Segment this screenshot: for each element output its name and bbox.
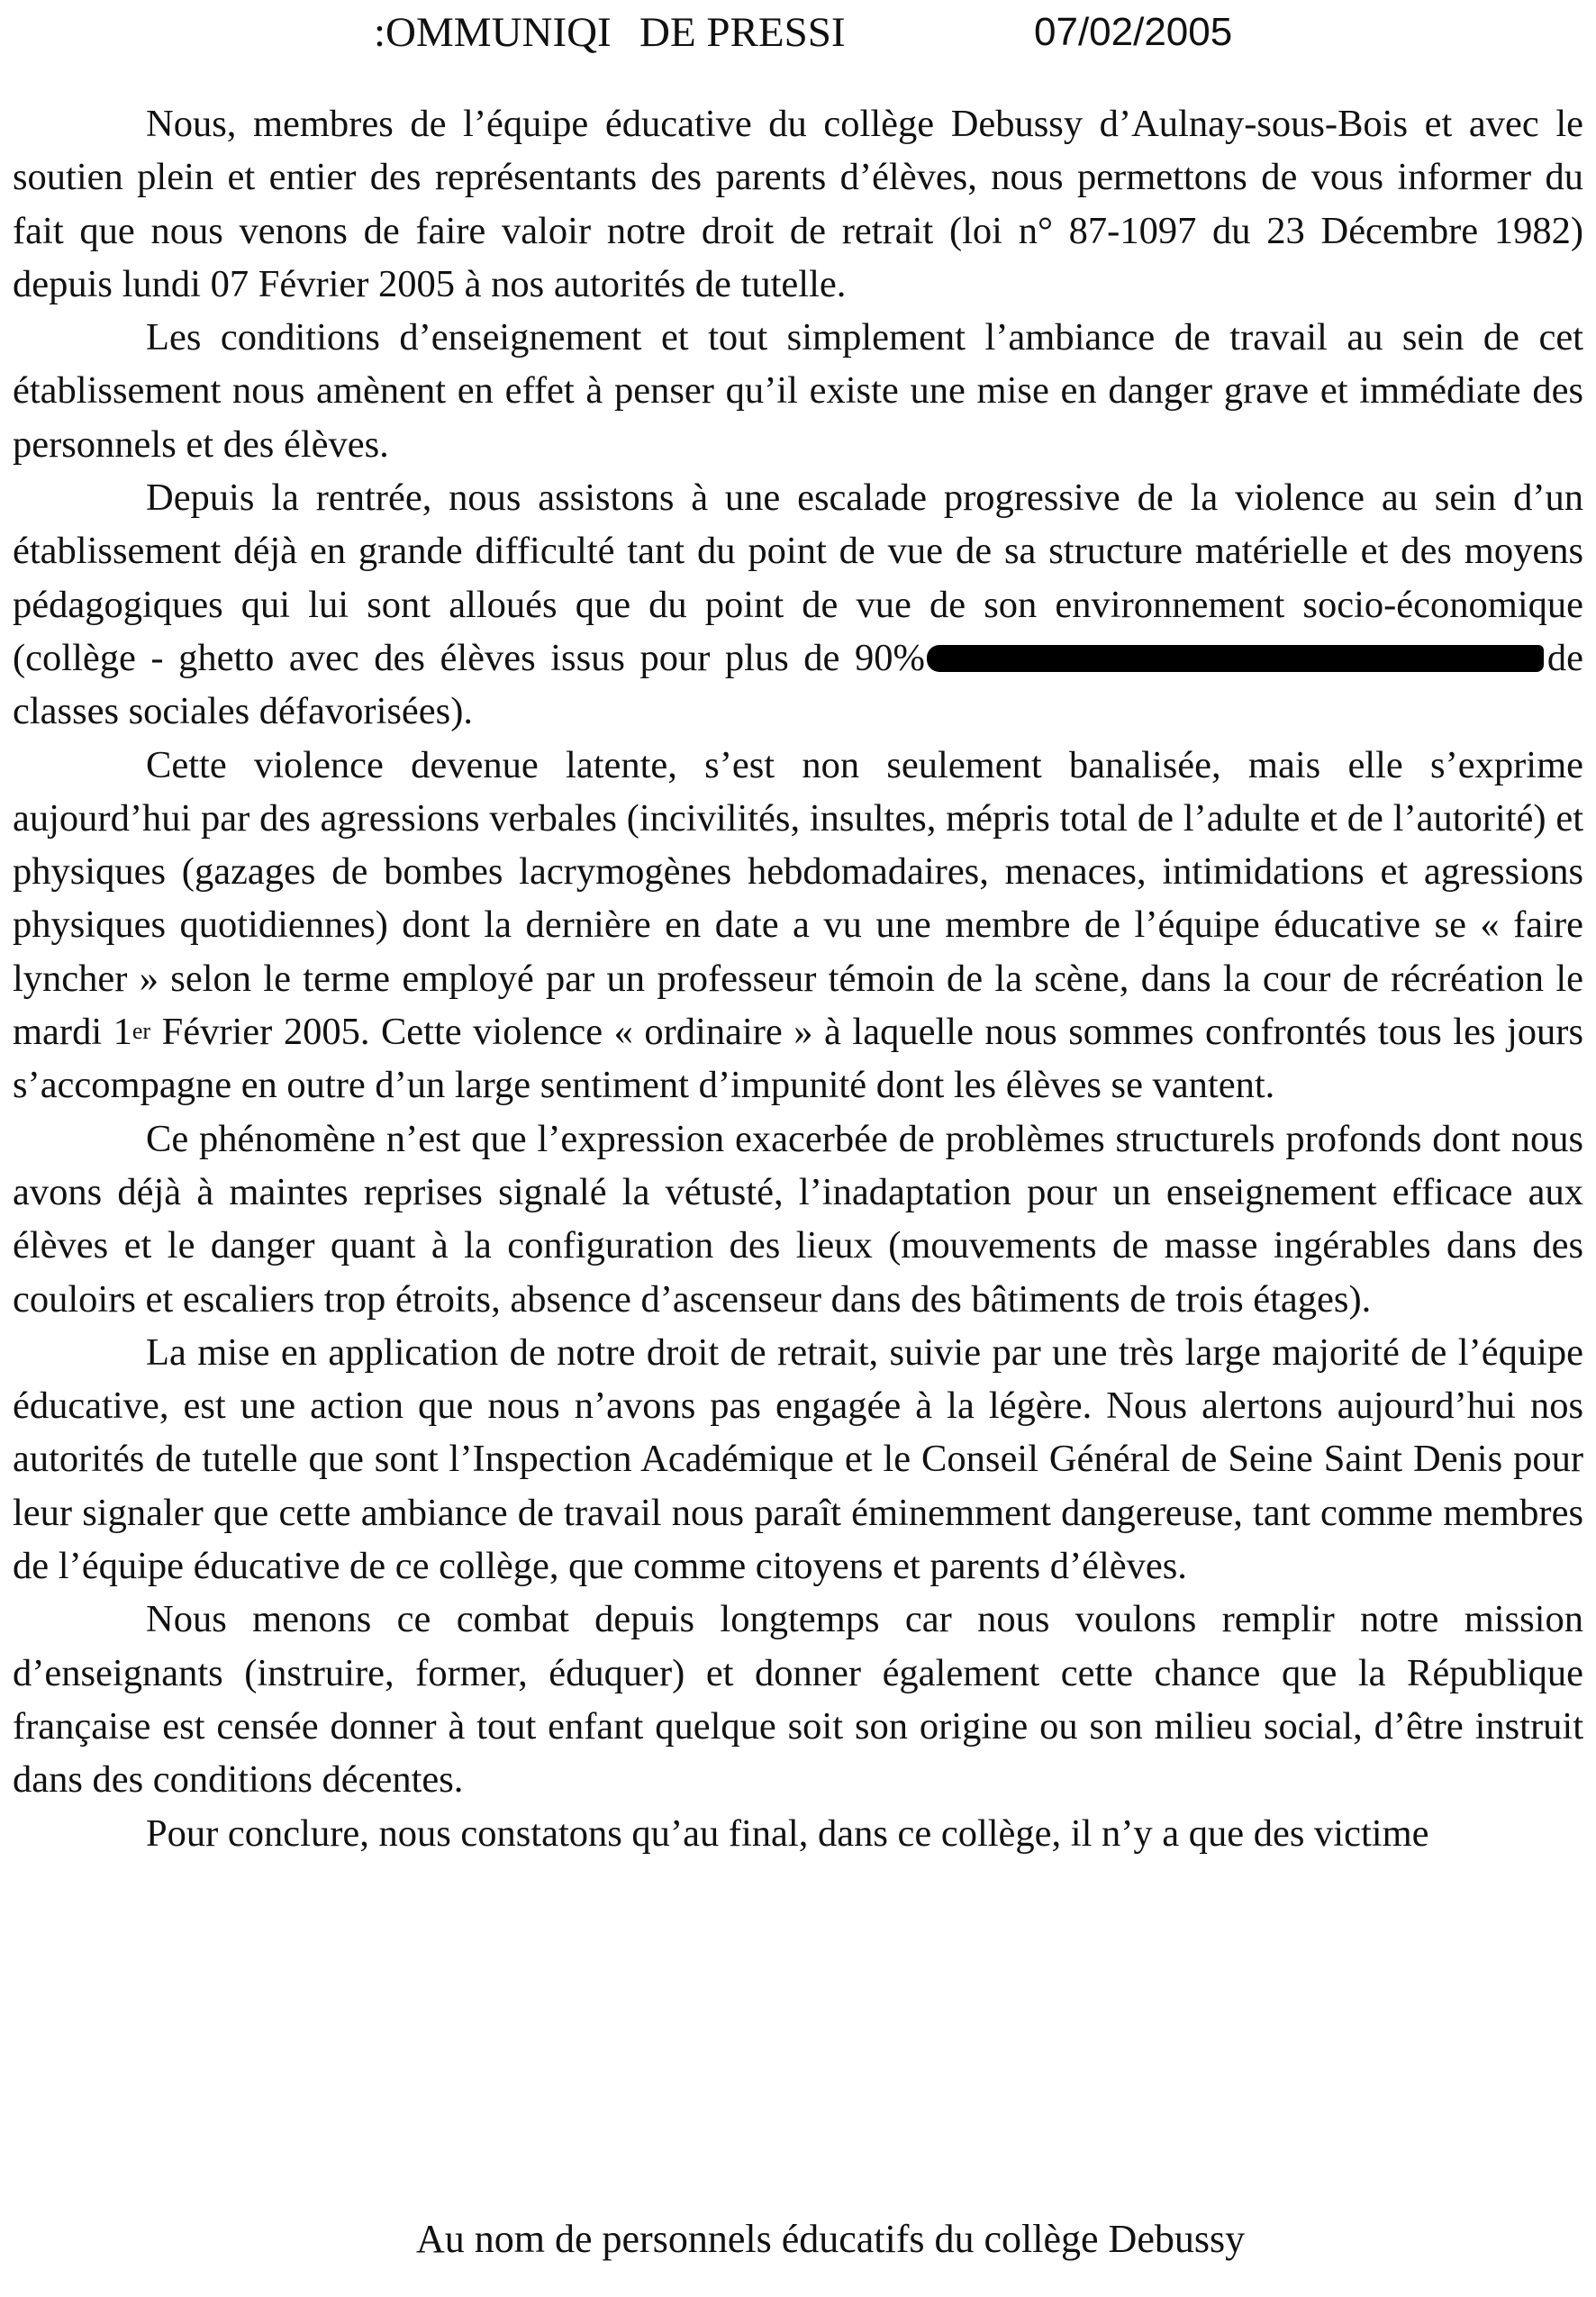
header-title-de-presse: DE PRESSI xyxy=(639,9,846,56)
paragraph-escalade xyxy=(13,471,1583,738)
paragraph-escalade-text: Depuis la rentrée, nous assistons à une escalade progressive de la violence au sein d’un établissement déjà en grande difficulté tant du point de vue de sa structure matérielle et des moyens pédagogiques qui lui sont alloués que du point de vue de son environnement socio-économique (collège - ghetto avec des élèves issus pour plus de 90% xyxy=(13,477,1583,679)
paragraph-escalade-end: de classes sociales défavorisées). xyxy=(13,636,1583,733)
press-release-header xyxy=(374,5,1274,59)
paragraph-violence-text: Cette violence devenue latente, s’est non seulement banalisée, mais elle s’exprime aujourd’hui par des agressions verbales (incivilités, insultes, mépris total de l’adulte et de l’autorité) et physiques (gazages de bombes lacrymogènes hebdomadaires, menaces, intimidations et agressions physiques quotidiennes) dont la dernière en date a vu une membre de l’équipe éducative se « faire lyncher » selon le terme employé par un professeur témoin de la scène, dans la cour de récréation le mardi 1 xyxy=(13,743,1583,1054)
paragraph-phenomene: Ce phénomène n’est que l’expression exacerbée de problèmes structurels profonds dont nous avons déjà à maintes reprises signalé la vétusté, l’inadaptation pour un enseignement efficace aux élèves et le danger quant à la configuration des lieux (mouvements de masse ingérables dans des couloirs et escaliers trop étroits, absence d’ascenseur dans des bâtiments de trois étages). xyxy=(13,1117,1583,1321)
paragraph-conclusion: Pour conclure, nous constatons qu’au final, dans ce collège, il n’y a que des victime xyxy=(146,1811,1429,1855)
paragraph-conditions: Les conditions d’enseignement et tout simplement l’ambiance de travail au sein de cet établissement nous amènent en effet à penser qu’il existe une mise en danger grave et immédiate des personnels et des élèves. xyxy=(13,316,1583,466)
document-body xyxy=(13,97,1583,1860)
paragraph-combat: Nous menons ce combat depuis longtemps car nous voulons remplir notre mission d’enseignants (instruire, former, éduquer) et donner également cette chance que la République française est censée donner à tout enfant quelque soit son origine ou son milieu social, d’être instruit dans des conditions décentes. xyxy=(13,1598,1583,1802)
paragraph-droit-de-retrait: Nous, membres de l’équipe éducative du collège Debussy d’Aulnay-sous-Bois et avec le soutien plein et entier des représentants des parents d’élèves, nous permettons de vous informer du fait que nous venons de faire valoir notre droit de retrait (loi n° 87-1097 du 23 Décembre 1982) depuis lundi 07 Février 2005 à nos autorités de tutelle. xyxy=(13,103,1583,305)
paragraph-violence-end: Février 2005. Cette violence « ordinaire » à laquelle nous sommes confrontés tous les jours s’accompagne en outre d’un large sentiment d’impunité dont les élèves se vantent. xyxy=(13,1011,1583,1107)
paragraph-mise-en-application: La mise en application de notre droit de retrait, suivie par une très large majorité de l’équipe éducative, est une action que nous n’avons pas engagée à la légère. Nous alertons aujourd’hui nos autorités de tutelle que sont l’Inspection Académique et le Conseil Général de Seine Saint Denis pour leur signaler que cette ambiance de travail nous paraît éminemment dangereuse, tant comme membres de l’équipe éducative de ce collège, que comme citoyens et parents d’élèves. xyxy=(13,1330,1583,1588)
paragraph-violence xyxy=(13,739,1583,1112)
signature-line: Au nom de personnels éducatifs du collège Debussy xyxy=(416,2217,1246,2261)
ordinal-superscript: er xyxy=(131,1018,151,1045)
redaction-bar xyxy=(927,645,1544,672)
header-title-communique: :OMMUNIQI xyxy=(374,9,612,56)
header-date: 07/02/2005 xyxy=(1034,10,1233,54)
